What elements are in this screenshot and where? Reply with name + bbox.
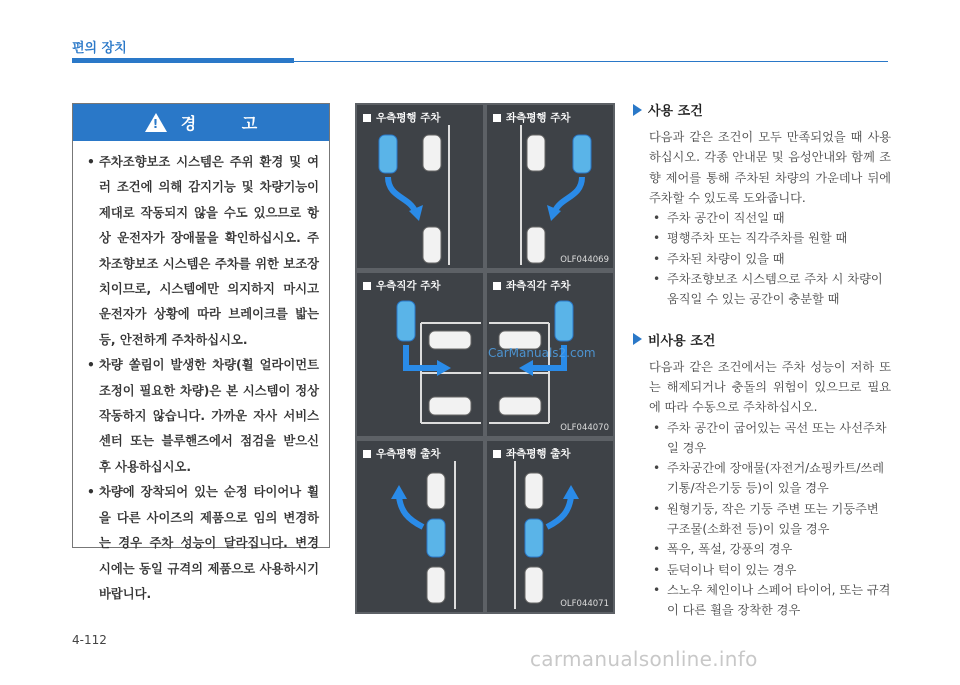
diagram-label: 좌측평행 주차 — [506, 112, 571, 124]
list-item: • 원형기둥, 작은 기둥 주변 또는 기둥주변 구조물(소화전 등)이 있을 경우 — [651, 499, 891, 540]
parking-illustration — [357, 441, 483, 612]
parking-illustration — [357, 105, 483, 268]
warning-item: • 차량에 장착되어 있는 순정 타이어나 휠을 다른 사이즈의 제품으로 임의 변경하는 경우 주차 성능이 달라집니다. 변경 시에는 동일 규격의 제품으로 사용하시기 바랍니다. — [87, 480, 319, 607]
parking-illustration — [487, 105, 613, 268]
footer-watermark: carmanualsonline.info — [530, 647, 758, 671]
list-item: • 주차 공간이 굽어있는 곡선 또는 사선주차일 경우 — [651, 418, 891, 459]
diagram-label: 우측직각 주차 — [376, 280, 441, 292]
list-item: • 주차공간에 장애물(자전거/쇼핑카트/쓰레기통/작은기둥 등)이 있을 경우 — [651, 458, 891, 499]
warning-box — [72, 103, 330, 601]
parking-illustration — [487, 441, 613, 612]
diagram-right-parallel-exit — [357, 441, 483, 612]
list-item: • 주차조향보조 시스템으로 주차 시 차량이 움직일 수 있는 공간이 충분할 때 — [651, 269, 891, 310]
arrow-right-icon — [633, 104, 642, 116]
diagram-right-perpendicular-parking — [357, 273, 483, 436]
diagram-label: 좌측직각 주차 — [506, 280, 571, 292]
non-usage-list — [633, 418, 891, 621]
warning-title: 경 고 — [180, 114, 278, 133]
header-rule — [72, 58, 294, 63]
diagram-label: 우측평행 주차 — [376, 112, 441, 124]
diagram-left-parallel-exit — [487, 441, 613, 612]
conditions-column — [633, 100, 891, 621]
warning-list — [73, 141, 329, 607]
diagram-label: 우측평행 출차 — [376, 448, 441, 460]
usage-intro: 다음과 같은 조건이 모두 만족되었을 때 사용하십시오. 각종 안내문 및 음성안내와 함께 조향 제어를 통해 주차된 차량의 가운데나 뒤에 주차할 수 있도록 도와줍니다. — [649, 130, 891, 205]
non-usage-title: 비사용 조건 — [648, 333, 716, 349]
list-item: • 스노우 체인이나 스페어 타이어, 또는 규격이 다른 휠을 장착한 경우 — [651, 580, 891, 621]
arrow-right-icon — [633, 333, 642, 345]
diagram-left-parallel-parking — [487, 105, 613, 268]
watermark: CarManuals2.com — [488, 346, 596, 360]
figure-code: OLF044070 — [560, 423, 609, 433]
warning-triangle-icon: ! — [145, 113, 167, 132]
warning-item: • 주차조향보조 시스템은 주위 환경 및 여러 조건에 의해 감지기능 및 차량기능이 제대로 작동되지 않을 수도 있으므로 항상 운전자가 장애물을 확인하십시오. 주차조향보조 시스템은 주차를 위한 보조장치이므로, 시스템에만 의지하지 마시고 운전자가 상황에 따라 브레이크를 밟는 등, 안전하게 주차하십시오. — [87, 150, 319, 353]
list-item: • 주차된 차량이 있을 때 — [651, 249, 891, 269]
figure-code: OLF044069 — [560, 255, 609, 265]
list-item: • 주차 공간이 직선일 때 — [651, 208, 891, 228]
figure-code: OLF044071 — [560, 599, 609, 609]
usage-title: 사용 조건 — [648, 104, 703, 119]
non-usage-intro: 다음과 같은 조건에서는 주차 성능이 저하 또는 해제되거나 충돌의 위험이 있으므로 필요에 따라 수동으로 주차하십시오. — [649, 359, 891, 415]
list-item: • 평행주차 또는 직각주차를 원할 때 — [651, 228, 891, 248]
diagram-label: 좌측평행 출차 — [506, 448, 571, 460]
parking-illustration — [357, 273, 483, 436]
diagram-right-parallel-parking — [357, 105, 483, 268]
usage-heading — [633, 100, 891, 119]
non-usage-heading — [633, 330, 891, 349]
list-item: • 폭우, 폭설, 강풍의 경우 — [651, 539, 891, 559]
header-divider — [294, 61, 888, 62]
page-number: 4-112 — [72, 633, 107, 647]
warning-header — [73, 104, 329, 141]
usage-list — [633, 208, 891, 309]
section-title: 편의 장치 — [72, 41, 127, 56]
warning-item: • 차량 쏠림이 발생한 차량(휠 얼라이먼트 조정이 필요한 차량)은 본 시스템이 정상 작동하지 않습니다. 가까운 자사 서비스센터 또는 블루핸즈에서 점검을 받으신 후 사용하십시오. — [87, 353, 319, 480]
list-item: • 둔덕이나 턱이 있는 경우 — [651, 560, 891, 580]
